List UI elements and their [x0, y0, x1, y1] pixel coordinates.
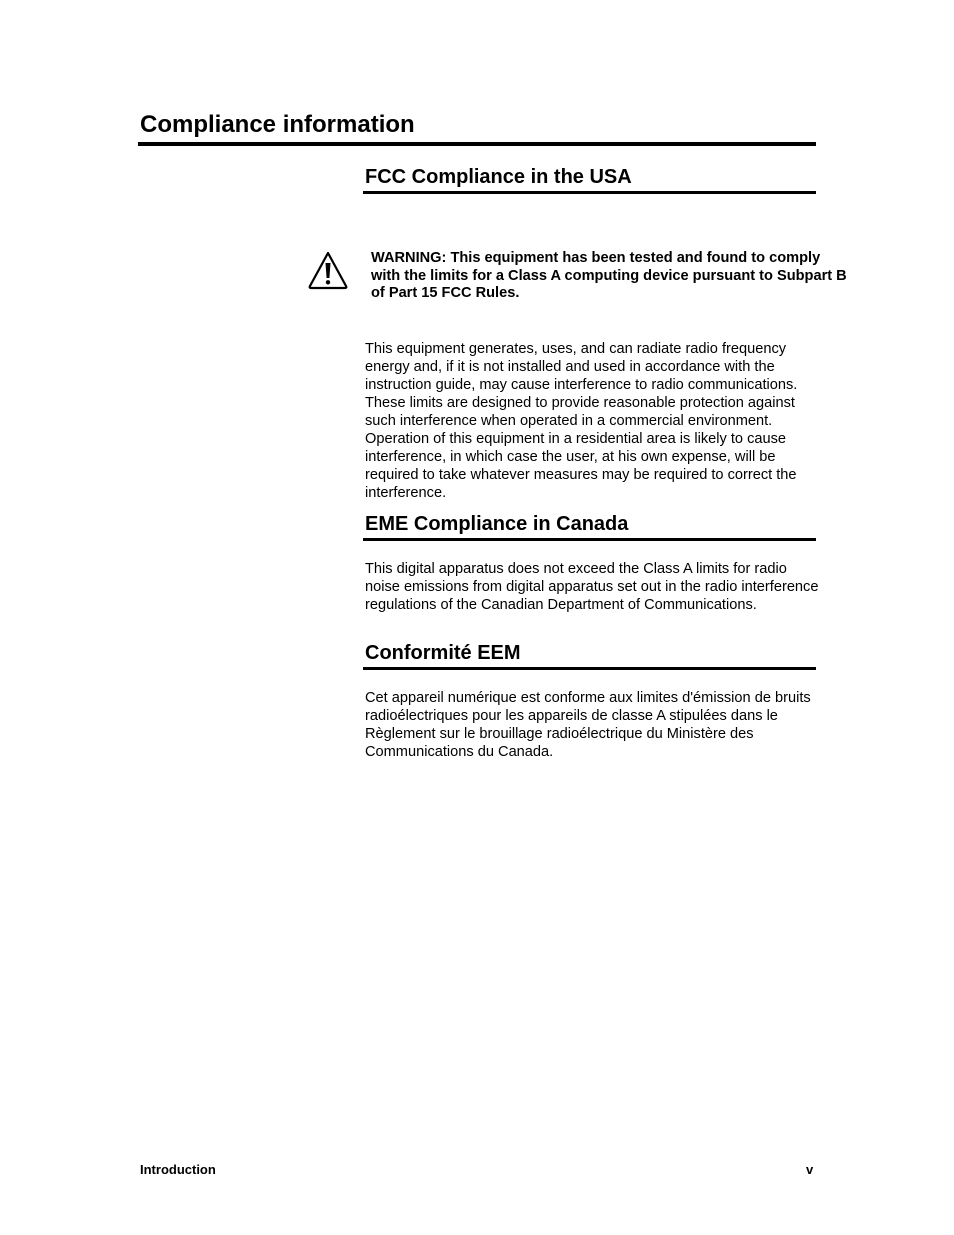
fcc-warning-text: WARNING: This equipment has been tested and found to comply with the limits for a Class A computing device pursuant to Subpart B of Part 15 FCC Rules. — [371, 250, 847, 301]
fcc-body-text: This equipment generates, uses, and can radiate radio frequency energy and, if it is not installed and used in accordance with the instruction guide, may cause interference to radio communications. These limits are designed to provide reasonable protection against such interference when operated in a commercial environment. Operation of this equipment in a residential area is likely to cause interference, in which case the user, at his own expense, will be required to take whatever measures may be required to correct the interference. — [365, 341, 798, 501]
conformite-body-text: Cet appareil numérique est conforme aux limites d'émission de bruits radioélectriques pour les appareils de classe A stipulées dans le Règlement sur le brouillage radioélectrique du Ministère des Communications du Canada. — [365, 690, 811, 760]
conformite-heading-rule — [363, 667, 816, 670]
conformite-heading: Conformité EEM — [365, 642, 521, 664]
warning-triangle-icon — [307, 250, 349, 290]
page-title: Compliance information — [140, 111, 415, 138]
eme-heading-rule — [363, 538, 816, 541]
eme-body-text: This digital apparatus does not exceed the Class A limits for radio noise emissions from digital apparatus set out in the radio interference regulations of the Canadian Department of Communications. — [365, 561, 819, 613]
footer-section-label: Introduction — [140, 1162, 216, 1177]
footer-page-number: v — [806, 1162, 814, 1177]
title-rule — [138, 142, 816, 146]
eme-heading: EME Compliance in Canada — [365, 513, 629, 535]
fcc-heading-rule — [363, 191, 816, 194]
fcc-heading: FCC Compliance in the USA — [365, 166, 632, 188]
